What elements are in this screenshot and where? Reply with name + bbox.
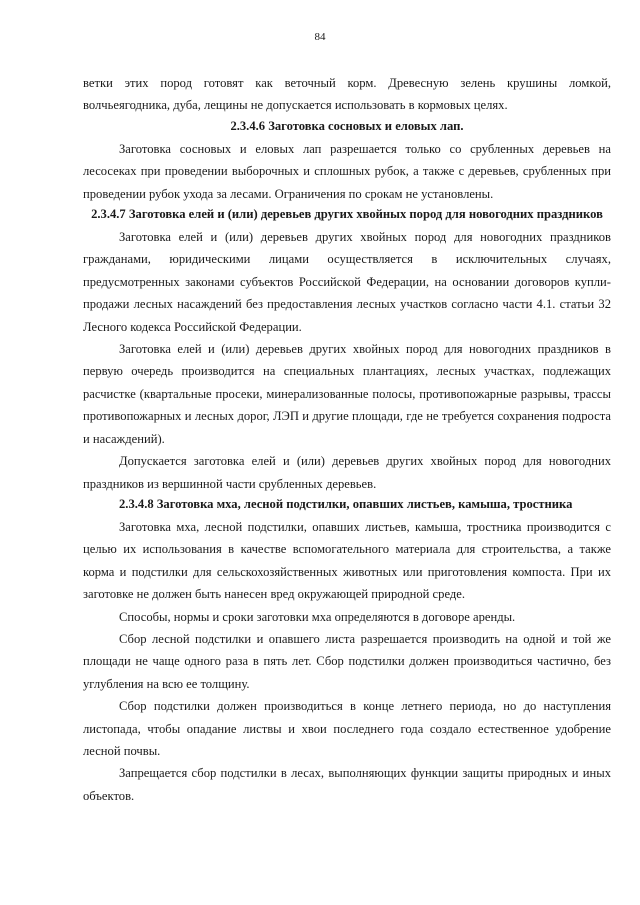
paragraph: Сбор подстилки должен производиться в конце летнего периода, но до наступления листопада, чтобы опадание листвы и хвои последнего года создало естественное удобрение лесной почвы. [83, 699, 611, 758]
paragraph: Заготовка елей и (или) деревьев других хвойных пород для новогодних праздников в первую очередь производится на специальных плантациях, лесных участках, подлежащих расчистке (квартальные просеки, минерализованные полосы, противопожарные разрывы, трассы противопожарных и лесных дорог, ЛЭП и другие площади, где не требуется сохранения подроста и насаждений). [83, 342, 611, 446]
paragraph: ветки этих пород готовят как веточный корм. Древесную зелень крушины ломкой, волчьеягодника, дуба, лещины не допускается использовать в кормовых целях. [83, 76, 611, 113]
page-number: 84 [314, 31, 326, 43]
section-heading: 2.3.4.8 Заготовка мха, лесной подстилки, опавших листьев, камыша, тростника [119, 496, 573, 511]
paragraph: Заготовка мха, лесной подстилки, опавших листьев, камыша, тростника производится с целью их использования в качестве вспомогательного материала для строительства, а также корма и подстилки для сельскохозяйственных животных или приготовления компоста. При их заготовке не должен быть нанесен вред окружающей природной среде. [83, 519, 611, 602]
paragraph: Сбор лесной подстилки и опавшего листа разрешается производить на одной и той же площади не чаще одного раза в пять лет. Сбор подстилки должен производиться частично, без углубления на всю ее толщину. [83, 631, 611, 691]
section-heading: 2.3.4.6 Заготовка сосновых и еловых лап. [230, 118, 464, 133]
paragraph: Заготовка сосновых и еловых лап разрешается только со срубленных деревьев на лесосеках при проведении выборочных и сплошных рубок, а также с деревьев, срубленных при проведении рубок ухода за лесами. Ограничения по срокам не установлены. [83, 141, 611, 201]
paragraph: Способы, нормы и сроки заготовки мха определяются в договоре аренды. [119, 609, 516, 624]
paragraph: Запрещается сбор подстилки в лесах, выполняющих функции защиты природных и иных объектов. [83, 766, 611, 803]
page-content [83, 72, 611, 807]
paragraph: Заготовка елей и (или) деревьев других хвойных пород для новогодних праздников гражданами, юридическими лицами осуществляется в исключительных случаях, предусмотренных законами субъектов Российской Федерации, на основании договоров купли-продажи лесных насаждений без предоставления лесных участков согласно части 4.1. статьи 32 Лесного кодекса Российской Федерации. [83, 230, 611, 334]
paragraph: Допускается заготовка елей и (или) деревьев других хвойных пород для новогодних праздников из вершинной части срубленных деревьев. [83, 454, 611, 491]
section-heading: 2.3.4.7 Заготовка елей и (или) деревьев других хвойных пород для новогодних праздников [91, 207, 603, 222]
